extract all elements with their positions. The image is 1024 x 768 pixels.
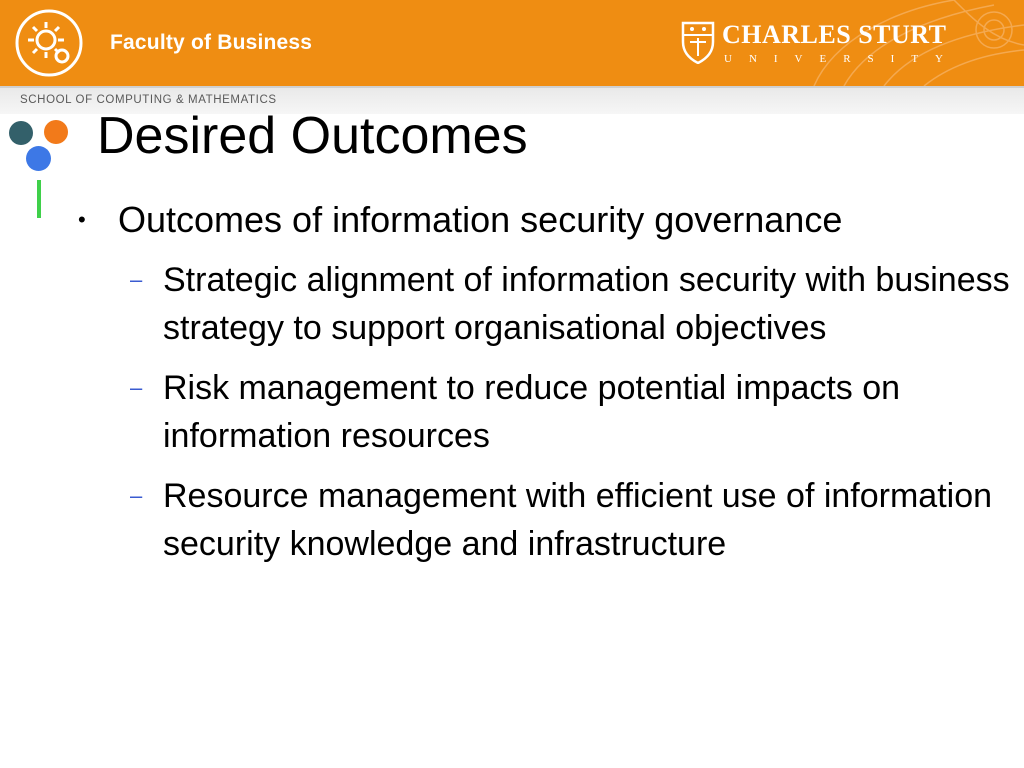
sub-bullet-marker: – bbox=[130, 483, 143, 508]
sub-bullet-text: Risk management to reduce potential impacts on information resources bbox=[163, 369, 901, 455]
university-crest-icon bbox=[680, 20, 716, 64]
slide-title: Desired Outcomes bbox=[97, 107, 528, 165]
sub-bullet-item bbox=[130, 364, 1010, 460]
university-subtitle: UNIVERSITY bbox=[724, 53, 960, 65]
sub-bullet-text: Resource management with efficient use of information security knowledge and infrastructure bbox=[163, 477, 993, 563]
sub-bullet-list bbox=[130, 256, 1010, 580]
sub-bullet-marker: – bbox=[130, 375, 143, 400]
sub-bullet-item bbox=[130, 472, 1010, 568]
decorative-green-line bbox=[37, 180, 41, 218]
faculty-gear-logo-icon bbox=[14, 8, 84, 78]
bullet-text: Outcomes of information security governance bbox=[118, 199, 843, 240]
sub-bullet-text: Strategic alignment of information security with business strategy to support organisational objectives bbox=[163, 261, 1010, 347]
sub-bullet-marker: – bbox=[130, 267, 143, 292]
decorative-dot-teal bbox=[9, 121, 33, 145]
bullet-marker: • bbox=[78, 207, 86, 232]
decorative-dot-orange bbox=[44, 120, 68, 144]
sub-bullet-item bbox=[130, 256, 1010, 352]
decorative-dot-blue bbox=[26, 146, 51, 171]
faculty-title: Faculty of Business bbox=[110, 31, 313, 54]
header-bar bbox=[0, 0, 1024, 86]
school-label: SCHOOL OF COMPUTING & MATHEMATICS bbox=[20, 94, 277, 106]
university-name: CHARLES STURT bbox=[722, 20, 947, 49]
